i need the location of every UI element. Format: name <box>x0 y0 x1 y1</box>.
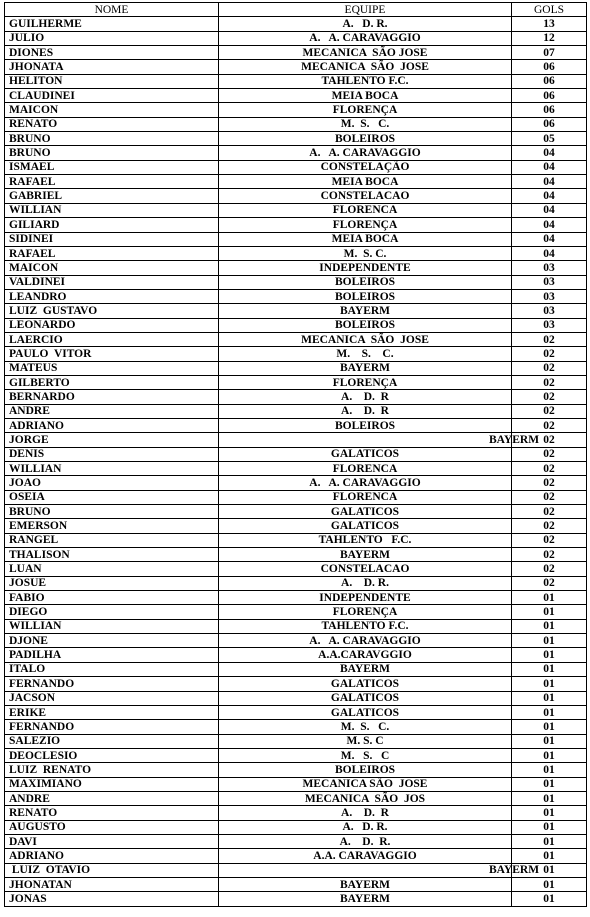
goals-cell: 01 <box>512 591 587 605</box>
goals-cell: 04 <box>512 203 587 217</box>
goals-cell: 01 <box>512 648 587 662</box>
player-name-cell: JHONATAN <box>5 877 219 891</box>
goals-cell: 04 <box>512 189 587 203</box>
team-cell: M. S. C. <box>219 720 512 734</box>
table-row <box>5 734 587 748</box>
player-name-cell: ADRIANO <box>5 849 219 863</box>
table-row <box>5 46 587 60</box>
team-cell: M. S. C. <box>219 246 512 260</box>
goals-cell: 01 <box>512 877 587 891</box>
team-cell: MEIA BOCA <box>219 175 512 189</box>
player-name-cell: RENATO <box>5 806 219 820</box>
goals-cell: 06 <box>512 60 587 74</box>
table-row <box>5 849 587 863</box>
goals-cell: 06 <box>512 74 587 88</box>
player-name-cell: LEONARDO <box>5 318 219 332</box>
table-row <box>5 748 587 762</box>
goals-cell: 12 <box>512 31 587 45</box>
player-name-cell: FABIO <box>5 591 219 605</box>
table-row <box>5 318 587 332</box>
goals-cell: 06 <box>512 89 587 103</box>
table-row <box>5 160 587 174</box>
table-row <box>5 677 587 691</box>
player-name-cell: FERNANDO <box>5 720 219 734</box>
player-name-cell: RAFAEL <box>5 175 219 189</box>
goals-cell: 04 <box>512 232 587 246</box>
player-name-cell: GILIARD <box>5 218 219 232</box>
goals-cell: 01 <box>512 892 587 906</box>
player-name-cell: JONAS <box>5 892 219 906</box>
team-cell: CONSTELACAO <box>219 562 512 576</box>
team-cell: BAYERM <box>219 304 512 318</box>
team-cell: BAYERM <box>219 892 512 906</box>
header-row <box>5 3 587 17</box>
team-cell: A. D. R. <box>219 834 512 848</box>
team-cell: A. D. R <box>219 390 512 404</box>
player-name-cell: RENATO <box>5 117 219 131</box>
goals-cell: 04 <box>512 146 587 160</box>
goals-cell: 06 <box>512 103 587 117</box>
player-name-cell: DAVI <box>5 834 219 848</box>
table-row <box>5 548 587 562</box>
goals-cell: 03 <box>512 304 587 318</box>
team-cell: CONSTELAÇÃO <box>219 160 512 174</box>
goals-cell: 01 <box>512 820 587 834</box>
team-cell: BAYERM <box>219 662 512 676</box>
goals-cell: 01 <box>512 763 587 777</box>
goals-cell: 13 <box>512 17 587 31</box>
table-row <box>5 648 587 662</box>
table-row <box>5 877 587 891</box>
goals-cell: 02 <box>512 548 587 562</box>
table-row <box>5 476 587 490</box>
goals-cell: 02 <box>512 332 587 346</box>
table-row <box>5 390 587 404</box>
player-name-cell: ITALO <box>5 662 219 676</box>
player-name-cell: OSEIA <box>5 490 219 504</box>
player-name-cell: CLAUDINEI <box>5 89 219 103</box>
goals-cell: 02 <box>512 490 587 504</box>
table-row <box>5 576 587 590</box>
table-row <box>5 261 587 275</box>
team-cell: A. D. R <box>219 404 512 418</box>
goals-cell: 01 <box>512 634 587 648</box>
table-row <box>5 562 587 576</box>
goals-cell: 04 <box>512 218 587 232</box>
table-header <box>5 3 587 17</box>
player-name-cell: ADRIANO <box>5 418 219 432</box>
player-name-cell: RAFAEL <box>5 246 219 260</box>
table-row <box>5 117 587 131</box>
goals-cell: 04 <box>512 160 587 174</box>
goals-cell: 01 <box>512 806 587 820</box>
table-row <box>5 203 587 217</box>
table-row <box>5 892 587 906</box>
team-cell: MEIA BOCA <box>219 89 512 103</box>
table-row <box>5 218 587 232</box>
goals-cell: 01 <box>512 605 587 619</box>
goals-cell: 03 <box>512 275 587 289</box>
team-cell: BAYERM <box>219 433 512 447</box>
player-name-cell: BERNARDO <box>5 390 219 404</box>
header-goals: GOLS <box>512 3 587 17</box>
table-row <box>5 619 587 633</box>
goals-cell: 01 <box>512 777 587 791</box>
goals-cell: 02 <box>512 404 587 418</box>
goals-cell: 02 <box>512 462 587 476</box>
player-name-cell: DIONES <box>5 46 219 60</box>
team-cell: FLORENÇA <box>219 103 512 117</box>
team-cell: A. A. CARAVAGGIO <box>219 634 512 648</box>
table-row <box>5 60 587 74</box>
table-row <box>5 17 587 31</box>
team-cell: MECANICA SÃO JOSE <box>219 46 512 60</box>
table-row <box>5 490 587 504</box>
goals-cell: 02 <box>512 447 587 461</box>
team-cell: GALATICOS <box>219 447 512 461</box>
table-row <box>5 31 587 45</box>
table-row <box>5 275 587 289</box>
player-name-cell: LEANDRO <box>5 289 219 303</box>
table-row <box>5 820 587 834</box>
scorers-table <box>4 2 587 907</box>
table-row <box>5 720 587 734</box>
team-cell: INDEPENDENTE <box>219 261 512 275</box>
goals-cell: 07 <box>512 46 587 60</box>
player-name-cell: AUGUSTO <box>5 820 219 834</box>
goals-cell: 06 <box>512 117 587 131</box>
goals-cell: 01 <box>512 677 587 691</box>
player-name-cell: ISMAEL <box>5 160 219 174</box>
player-name-cell: PAULO VITOR <box>5 347 219 361</box>
team-cell: GALATICOS <box>219 705 512 719</box>
player-name-cell: MATEUS <box>5 361 219 375</box>
player-name-cell: DJONE <box>5 634 219 648</box>
player-name-cell: WILLIAN <box>5 203 219 217</box>
table-row <box>5 332 587 346</box>
table-row <box>5 232 587 246</box>
team-cell: MEIA BOCA <box>219 232 512 246</box>
table-row <box>5 433 587 447</box>
goals-cell: 01 <box>512 691 587 705</box>
player-name-cell: FERNANDO <box>5 677 219 691</box>
player-name-cell: DENIS <box>5 447 219 461</box>
team-cell: A.A. CARAVAGGIO <box>219 849 512 863</box>
table-row <box>5 519 587 533</box>
team-cell: BAYERM <box>219 877 512 891</box>
team-cell: TAHLENTO F.C. <box>219 74 512 88</box>
player-name-cell: JHONATA <box>5 60 219 74</box>
goals-cell: 02 <box>512 347 587 361</box>
table-row <box>5 246 587 260</box>
player-name-cell: BRUNO <box>5 132 219 146</box>
team-cell: FLORENCA <box>219 462 512 476</box>
team-cell: TAHLENTO F.C. <box>219 533 512 547</box>
goals-cell: 02 <box>512 505 587 519</box>
goals-cell: 02 <box>512 390 587 404</box>
table-row <box>5 834 587 848</box>
player-name-cell: GILBERTO <box>5 375 219 389</box>
team-cell: A. D. R. <box>219 576 512 590</box>
table-row <box>5 806 587 820</box>
player-name-cell: MAICON <box>5 103 219 117</box>
table-row <box>5 691 587 705</box>
player-name-cell: JACSON <box>5 691 219 705</box>
player-name-cell: GUILHERME <box>5 17 219 31</box>
table-row <box>5 189 587 203</box>
player-name-cell: JOAO <box>5 476 219 490</box>
player-name-cell: DEOCLESIO <box>5 748 219 762</box>
table-row <box>5 289 587 303</box>
player-name-cell: THALISON <box>5 548 219 562</box>
player-name-cell: DIEGO <box>5 605 219 619</box>
goals-cell: 01 <box>512 720 587 734</box>
team-cell: FLORENÇA <box>219 218 512 232</box>
team-cell: BOLEIROS <box>219 318 512 332</box>
team-cell: BOLEIROS <box>219 132 512 146</box>
header-team: EQUIPE <box>219 3 512 17</box>
table-row <box>5 634 587 648</box>
goals-cell: 03 <box>512 261 587 275</box>
team-cell: GALATICOS <box>219 677 512 691</box>
team-cell: A. D. R. <box>219 820 512 834</box>
team-cell: INDEPENDENTE <box>219 591 512 605</box>
team-cell: A. D. R. <box>219 17 512 31</box>
goals-cell: 01 <box>512 619 587 633</box>
goals-cell: 01 <box>512 705 587 719</box>
table-row <box>5 505 587 519</box>
player-name-cell: SALEZIO <box>5 734 219 748</box>
player-name-cell: SIDINEI <box>5 232 219 246</box>
team-cell: MECANICA SÃO JOSE <box>219 60 512 74</box>
goals-cell: 01 <box>512 734 587 748</box>
team-cell: MECANICA SÃO JOSE <box>219 332 512 346</box>
team-cell: TAHLENTO F.C. <box>219 619 512 633</box>
table-row <box>5 74 587 88</box>
table-row <box>5 146 587 160</box>
goals-cell: 01 <box>512 748 587 762</box>
team-cell: A. D. R <box>219 806 512 820</box>
team-cell: GALATICOS <box>219 519 512 533</box>
goals-cell: 03 <box>512 289 587 303</box>
team-cell: BOLEIROS <box>219 418 512 432</box>
table-row <box>5 791 587 805</box>
team-cell: BOLEIROS <box>219 763 512 777</box>
team-cell: GALATICOS <box>219 691 512 705</box>
table-row <box>5 404 587 418</box>
player-name-cell: WILLIAN <box>5 619 219 633</box>
team-cell: M. S. C. <box>219 117 512 131</box>
team-cell: FLORENÇA <box>219 375 512 389</box>
player-name-cell: LUIZ RENATO <box>5 763 219 777</box>
table-row <box>5 103 587 117</box>
goals-cell: 01 <box>512 849 587 863</box>
goals-cell: 02 <box>512 533 587 547</box>
player-name-cell: MAICON <box>5 261 219 275</box>
table-row <box>5 89 587 103</box>
team-cell: BOLEIROS <box>219 275 512 289</box>
team-cell: FLORENCA <box>219 490 512 504</box>
table-row <box>5 763 587 777</box>
goals-cell: 05 <box>512 132 587 146</box>
goals-cell: 01 <box>512 662 587 676</box>
table-row <box>5 375 587 389</box>
team-cell: BAYERM <box>219 361 512 375</box>
team-cell: BAYERM <box>219 863 512 877</box>
player-name-cell: ANDRE <box>5 404 219 418</box>
table-row <box>5 304 587 318</box>
player-name-cell: PADILHA <box>5 648 219 662</box>
table-row <box>5 418 587 432</box>
team-cell: M. S. C <box>219 734 512 748</box>
goals-cell: 04 <box>512 246 587 260</box>
goals-cell: 02 <box>512 562 587 576</box>
player-name-cell: VALDINEI <box>5 275 219 289</box>
table-row <box>5 447 587 461</box>
table-row <box>5 662 587 676</box>
table-row <box>5 361 587 375</box>
team-cell: MECANICA SÃO JOSE <box>219 777 512 791</box>
player-name-cell: JOSUE <box>5 576 219 590</box>
team-cell: FLORENCA <box>219 203 512 217</box>
team-cell: BOLEIROS <box>219 289 512 303</box>
header-name: NOME <box>5 3 219 17</box>
player-name-cell: BRUNO <box>5 146 219 160</box>
goals-cell: 02 <box>512 519 587 533</box>
goals-cell: 04 <box>512 175 587 189</box>
team-cell: FLORENÇA <box>219 605 512 619</box>
player-name-cell: HELITON <box>5 74 219 88</box>
player-name-cell: RANGEL <box>5 533 219 547</box>
player-name-cell: GABRIEL <box>5 189 219 203</box>
team-cell: BAYERM <box>219 548 512 562</box>
team-cell: M. S. C <box>219 748 512 762</box>
player-name-cell: LUIZ GUSTAVO <box>5 304 219 318</box>
player-name-cell: LAERCIO <box>5 332 219 346</box>
player-name-cell: MAXIMIANO <box>5 777 219 791</box>
team-cell: A. A. CARAVAGGIO <box>219 146 512 160</box>
player-name-cell: JULIO <box>5 31 219 45</box>
goals-cell: 01 <box>512 863 587 877</box>
goals-cell: 02 <box>512 433 587 447</box>
goals-cell: 03 <box>512 318 587 332</box>
table-row <box>5 533 587 547</box>
team-cell: GALATICOS <box>219 505 512 519</box>
goals-cell: 02 <box>512 476 587 490</box>
goals-cell: 01 <box>512 791 587 805</box>
player-name-cell: LUIZ OTAVIO <box>5 863 219 877</box>
player-name-cell: EMERSON <box>5 519 219 533</box>
table-row <box>5 591 587 605</box>
team-cell: MECANICA SÃO JOS <box>219 791 512 805</box>
goals-cell: 02 <box>512 375 587 389</box>
player-name-cell: JORGE <box>5 433 219 447</box>
table-row <box>5 347 587 361</box>
team-cell: A. A. CARAVAGGIO <box>219 31 512 45</box>
table-body <box>5 17 587 906</box>
player-name-cell: LUAN <box>5 562 219 576</box>
player-name-cell: WILLIAN <box>5 462 219 476</box>
goals-cell: 02 <box>512 576 587 590</box>
goals-cell: 01 <box>512 834 587 848</box>
table-row <box>5 705 587 719</box>
player-name-cell: ERIKE <box>5 705 219 719</box>
team-cell: A.A.CARAVGGIO <box>219 648 512 662</box>
team-cell: A. A. CARAVAGGIO <box>219 476 512 490</box>
goals-cell: 02 <box>512 418 587 432</box>
team-cell: M. S. C. <box>219 347 512 361</box>
table-row <box>5 175 587 189</box>
goals-cell: 02 <box>512 361 587 375</box>
table-row <box>5 863 587 877</box>
table-row <box>5 132 587 146</box>
team-cell: CONSTELACAO <box>219 189 512 203</box>
table-row <box>5 462 587 476</box>
player-name-cell: ANDRE <box>5 791 219 805</box>
player-name-cell: BRUNO <box>5 505 219 519</box>
table-row <box>5 605 587 619</box>
table-row <box>5 777 587 791</box>
